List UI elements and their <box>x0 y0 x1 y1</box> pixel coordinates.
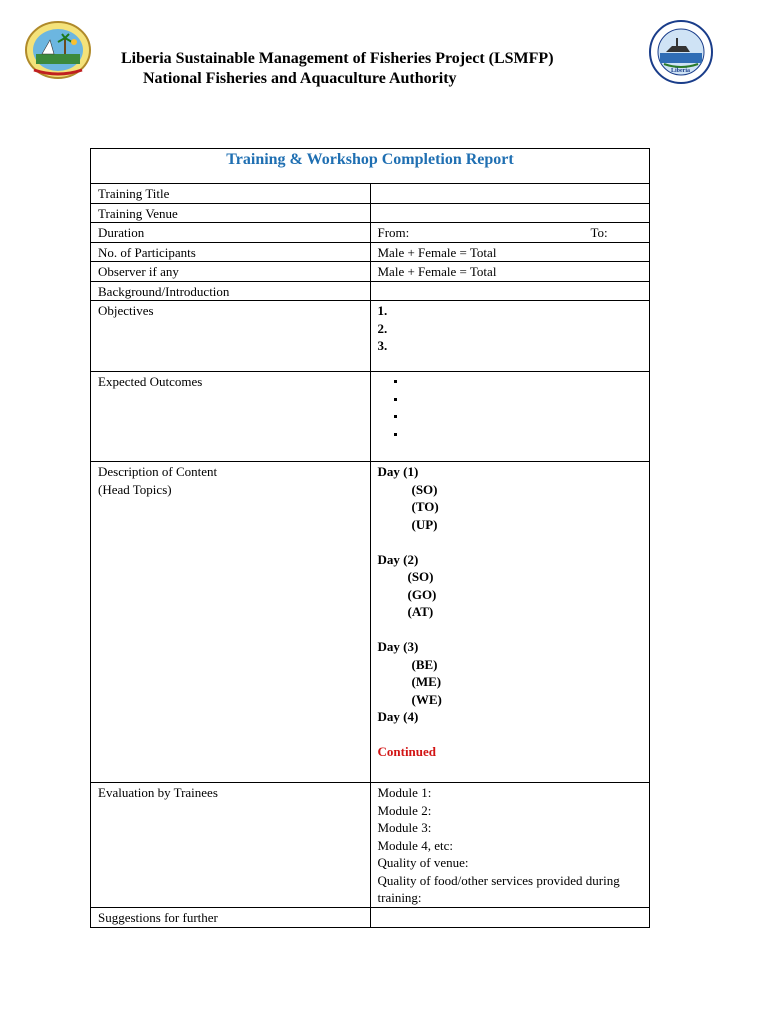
organization-title: Liberia Sustainable Management of Fisheries Project (LSMFP) <box>121 50 554 67</box>
seal-text: Liberia <box>671 68 690 74</box>
observer-field[interactable]: Male + Female = Total <box>370 262 650 282</box>
objective-item: 1. <box>377 303 388 318</box>
day-heading: Day (3) <box>377 639 419 654</box>
bullet-item <box>406 426 643 444</box>
participants-label: No. of Participants <box>91 242 371 262</box>
background-field[interactable] <box>370 281 650 301</box>
evaluation-item: Quality of venue: <box>377 855 469 870</box>
evaluation-item: Module 3: <box>377 820 432 835</box>
expected-outcomes-field[interactable] <box>370 372 650 462</box>
row-background <box>91 281 650 301</box>
description-label-line: (Head Topics) <box>98 481 172 497</box>
organization-subtitle: National Fisheries and Aquaculture Authority <box>143 70 457 87</box>
liberia-coat-of-arms-logo <box>24 20 92 80</box>
row-objectives <box>91 301 650 372</box>
row-training-title <box>91 184 650 204</box>
topic-item: (WE) <box>411 691 442 707</box>
report-title: Training & Workshop Completion Report <box>91 149 650 184</box>
bullet-item <box>406 391 643 409</box>
completion-report-table <box>90 148 650 928</box>
evaluation-item: Module 1: <box>377 785 432 800</box>
topic-item: (BE) <box>411 656 438 672</box>
continued-note: Continued <box>377 744 437 759</box>
description-label <box>91 462 371 783</box>
training-title-field[interactable] <box>370 184 650 204</box>
topic-item: (SO) <box>411 481 438 497</box>
evaluation-item: Module 4, etc: <box>377 837 453 853</box>
row-description <box>91 462 650 783</box>
row-observer <box>91 262 650 282</box>
objective-item: 3. <box>377 338 388 353</box>
topic-item: (TO) <box>411 499 439 514</box>
objectives-field[interactable] <box>370 301 650 372</box>
bullet-item <box>406 373 643 391</box>
description-field[interactable] <box>370 462 650 783</box>
background-label: Background/Introduction <box>91 281 371 301</box>
row-duration <box>91 223 650 243</box>
objectives-label: Objectives <box>91 301 371 372</box>
topic-item: (ME) <box>411 674 442 689</box>
evaluation-item: Module 2: <box>377 802 432 818</box>
evaluation-item: Quality of food/other services provided during training: <box>377 872 620 905</box>
day-heading: Day (1) <box>377 464 419 479</box>
day-heading: Day (4) <box>377 709 419 724</box>
suggestions-label: Suggestions for further <box>91 908 371 928</box>
training-venue-field[interactable] <box>370 203 650 223</box>
row-expected-outcomes <box>91 372 650 462</box>
topic-item: (GO) <box>407 586 437 602</box>
description-label-line: Description of Content <box>98 464 218 479</box>
training-venue-label: Training Venue <box>91 203 371 223</box>
row-training-venue <box>91 203 650 223</box>
topic-item: (UP) <box>411 516 438 532</box>
expected-outcomes-label: Expected Outcomes <box>91 372 371 462</box>
bullet-item <box>406 408 643 426</box>
duration-label: Duration <box>91 223 371 243</box>
duration-from: From: <box>377 225 410 240</box>
participants-field[interactable]: Male + Female = Total <box>370 242 650 262</box>
evaluation-label: Evaluation by Trainees <box>91 783 371 908</box>
observer-label: Observer if any <box>91 262 371 282</box>
row-participants <box>91 242 650 262</box>
outcomes-bullet-list <box>378 373 643 443</box>
nafaa-seal-logo <box>646 20 716 84</box>
day-heading: Day (2) <box>377 551 419 567</box>
training-title-label: Training Title <box>91 184 371 204</box>
duration-field[interactable] <box>370 223 650 243</box>
evaluation-field[interactable] <box>370 783 650 908</box>
row-evaluation <box>91 783 650 908</box>
topic-item: (AT) <box>407 604 434 619</box>
suggestions-field[interactable] <box>370 908 650 928</box>
row-suggestions <box>91 908 650 928</box>
topic-item: (SO) <box>407 569 434 584</box>
duration-to: To: <box>590 225 608 240</box>
objective-item: 2. <box>377 320 388 336</box>
